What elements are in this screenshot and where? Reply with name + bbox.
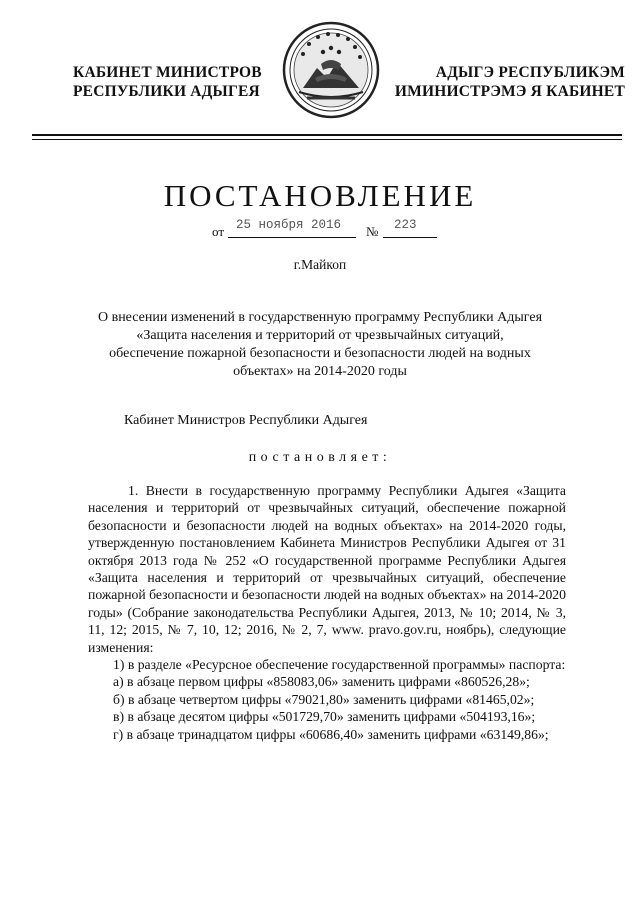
header-divider-thin	[32, 139, 622, 140]
item-g: г) в абзаце тринадцатом цифры «60686,40» заменить цифрами «63149,86»;	[113, 726, 549, 742]
document-subject	[60, 309, 580, 381]
item-b: б) в абзаце четвертом цифры «79021,80» заменить цифрами «81465,02»;	[113, 691, 535, 707]
date-underline	[228, 237, 356, 238]
issuer-name-russian-line1: КАБИНЕТ МИНИСТРОВ	[73, 64, 262, 81]
issuing-body: Кабинет Министров Республики Адыгея	[124, 413, 368, 428]
subject-line: «Защита населения и территорий от чрезвычайных ситуаций,	[136, 328, 504, 343]
adygea-coat-of-arms-icon	[281, 20, 381, 120]
item-a: а) в абзаце первом цифры «858083,06» заменить цифрами «860526,28»;	[113, 674, 530, 690]
date-number-line	[212, 215, 442, 241]
number-value: 223	[394, 218, 417, 232]
date-value: 25 ноября 2016	[236, 218, 342, 232]
paragraph-1: 1. Внести в государственную программу Республики Адыгея «Защита населения и территорий от чрезвычайных ситуаций, обеспечение пожарной безопасности и безопасности людей на водных объектах» на 2014-2020 годы, утвержденную постановлением Кабинета Министров Республики Адыгея от 31 октября 2013 года № 252 «О государственной программе Республики Адыгея «Защита населения и территорий от чрезвычайных ситуаций, обеспечение пожарной безопасности и безопасности людей на водных объектах» на 2014-2020 годы» (Собрание законодательства Республики Адыгея, 2013, № 10; 2014, № 3, 11, 12; 2015, № 7, 10, 12; 2016, № 2, 7, www. pravo.gov.ru, ноябрь), следующие изменения:	[88, 483, 566, 655]
issuer-name-russian	[73, 63, 263, 101]
resolves-word: постановляет:	[248, 450, 392, 465]
document-title: ПОСТАНОВЛЕНИЕ	[163, 178, 477, 213]
issuer-name-adyghe	[385, 63, 625, 101]
header-divider-thick	[32, 134, 622, 136]
issuer-name-adyghe-line1: АДЫГЭ РЕСПУБЛИКЭМ	[435, 64, 625, 81]
subject-line: обеспечение пожарной безопасности и безопасности людей на водных	[109, 346, 531, 361]
subject-line: объектах» на 2014-2020 годы	[233, 364, 407, 379]
issuer-name-russian-line2: РЕСПУБЛИКИ АДЫГЕЯ	[73, 83, 260, 100]
subject-line: О внесении изменений в государственную программу Республики Адыгея	[97, 310, 543, 325]
item-v: в) в абзаце десятом цифры «501729,70» заменить цифрами «504193,16»;	[113, 709, 536, 725]
number-underline	[383, 237, 437, 238]
issuer-name-adyghe-line2: ИМИНИСТРЭМЭ Я КАБИНЕТ	[394, 83, 625, 100]
date-prefix: от	[212, 224, 225, 239]
paragraph-2: 1) в разделе «Ресурсное обеспечение государственной программы» паспорта:	[113, 657, 566, 673]
number-prefix: №	[366, 224, 379, 239]
city-name: г.Майкоп	[293, 257, 347, 272]
document-body	[88, 482, 566, 743]
